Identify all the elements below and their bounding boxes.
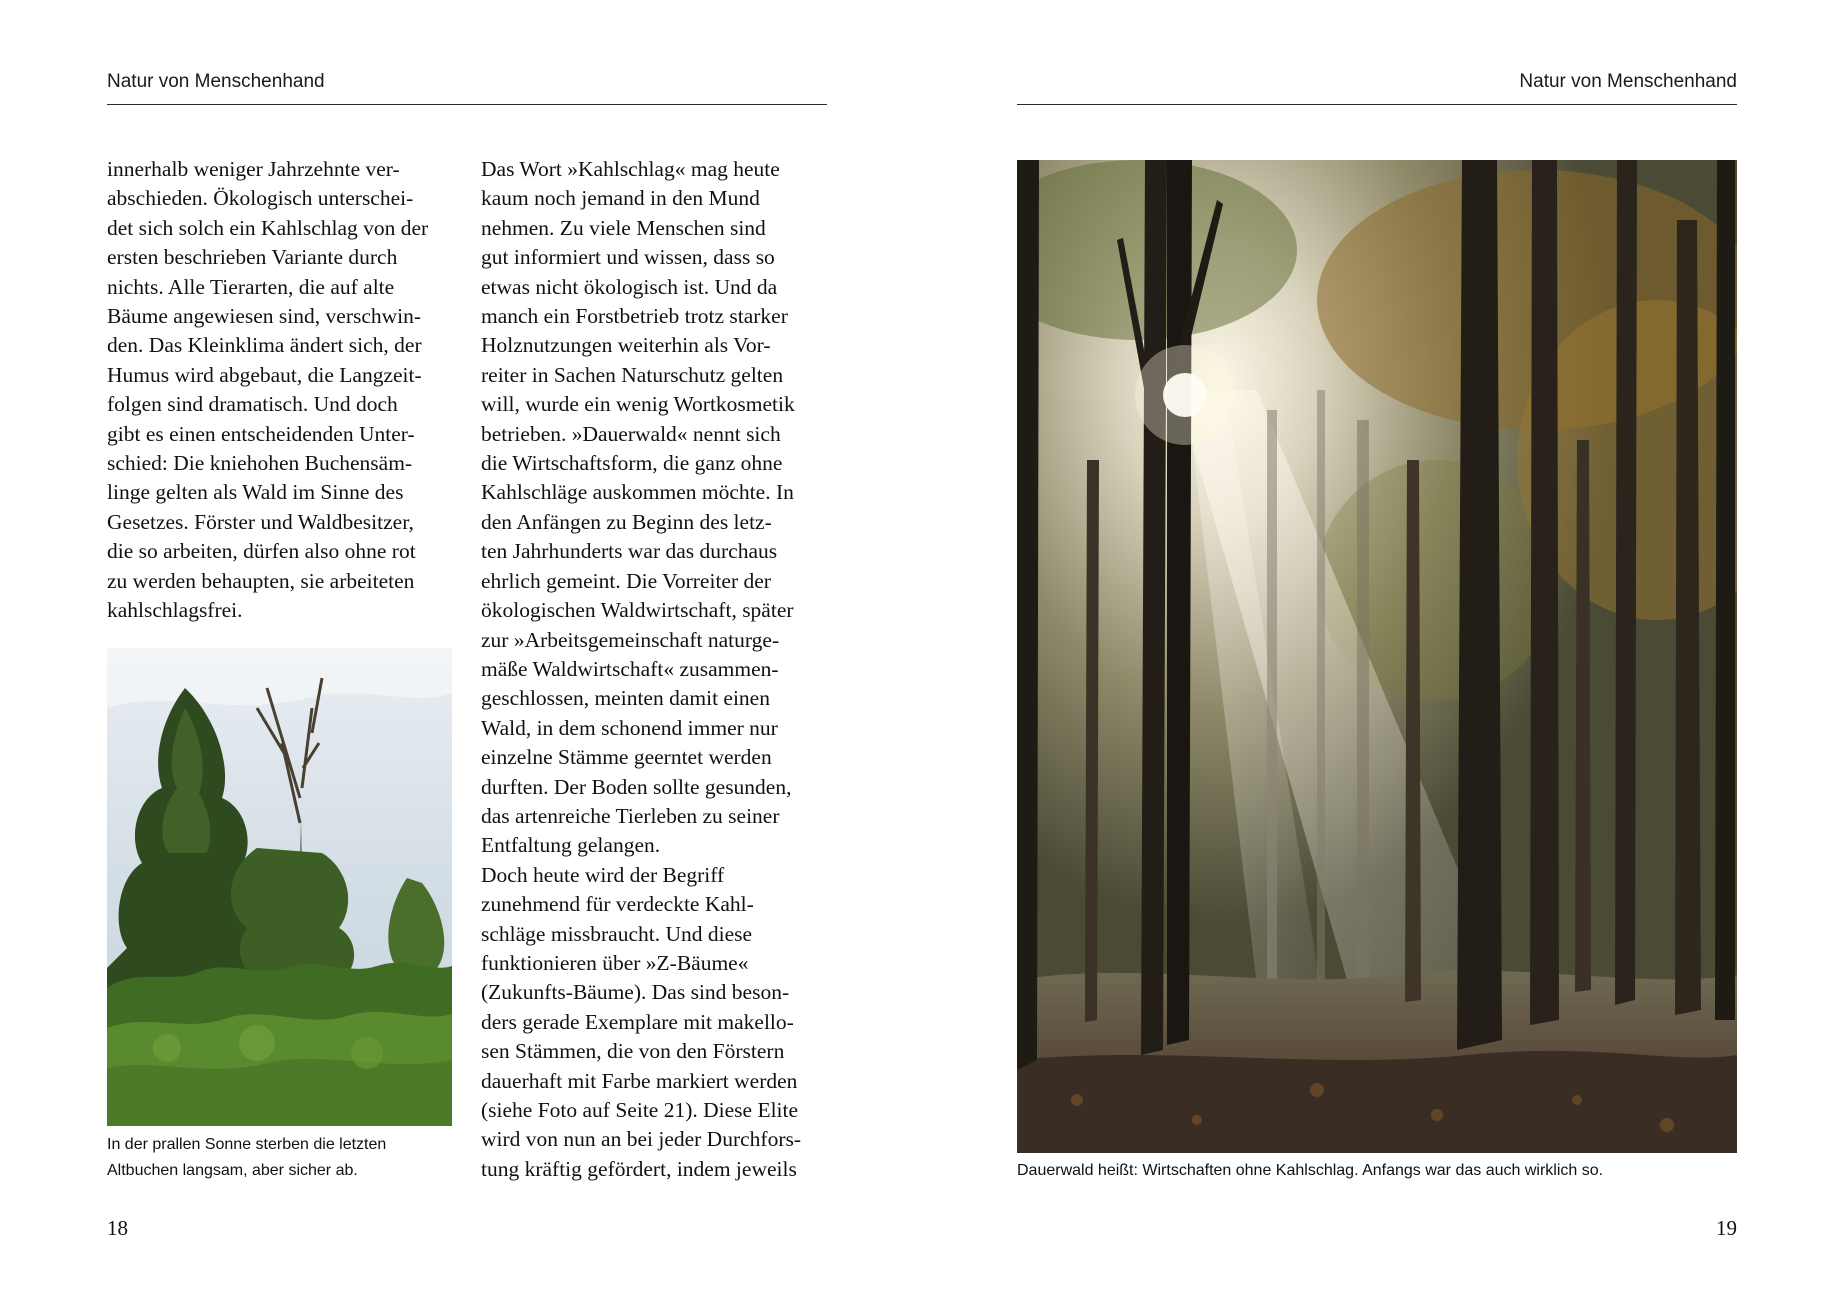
running-head-right: Natur von Menschenhand [1017, 70, 1737, 105]
photo-dauerwald-forest [1017, 160, 1737, 1153]
running-head-left: Natur von Menschenhand [107, 70, 827, 105]
left-page [0, 0, 915, 1299]
page-number-left: 18 [107, 1216, 128, 1240]
right-page [916, 0, 1831, 1299]
photo-caption-right: Dauerwald heißt: Wirtschaften ohne Kahlschlag. Anfangs war das auch wirklich so. [1017, 1162, 1604, 1179]
photo-caption-left: In der prallen Sonne sterben die letzten Altbuchen langsam, aber sicher ab. [107, 1136, 387, 1179]
body-text-column-1: innerhalb weniger Jahrzehnte ver- abschieden. Ökologisch unterschei- det sich solch ein Kahlschlag von der ersten beschrieben Variante durch nichts. Alle Tierarten, die auf alte Bäume angewiesen sind, verschwin- den. Das Kleinklima ändert sich, der Humus wird abgebaut, die Langzeit- folgen sind dramatisch. Und doch gibt es einen entscheidenden Unter- schied: Die kniehohen Buchensäm- linge gelten als Wald im Sinne des Gesetzes. Förster und Waldbesitzer, die so arbeiten, dürfen also ohne rot zu werden behaupten, sie arbeiteten kahlschlagsfrei. [107, 157, 429, 623]
photo-dying-beech-trees [107, 648, 452, 1126]
page-number-right: 19 [1716, 1216, 1737, 1240]
body-text-column-2: Das Wort »Kahlschlag« mag heute kaum noch jemand in den Mund nehmen. Zu viele Menschen sind gut informiert und wissen, dass so etwas nicht ökologisch ist. Und da manch ein Forstbetrieb trotz starker Holznutzungen weiterhin als Vor- reiter in Sachen Naturschutz gelten will, wurde ein wenig Wortkosmetik betrieben. »Dauerwald« nennt sich die Wirtschaftsform, die ganz ohne Kahlschläge auskommen möchte. In den Anfängen zu Beginn des letz- ten Jahrhunderts war das durchaus ehrlich gemeint. Die Vorreiter der ökologischen Waldwirtschaft, später zur »Arbeitsgemeinschaft naturge- mäße Waldwirtschaft« zusammen- geschlossen, meinten damit einen Wald, in dem schonend immer nur einzelne Stämme geerntet werden durften. Der Boden sollte gesunden, das artenreiche Tierleben zu seiner Entfaltung gelangen. Doch heute wird der Begriff zunehmend für verdeckte Kahl- schläge missbraucht. Und diese funktionieren über »Z-Bäume« (Zukunfts-Bäume). Das sind beson- ders gerade Exemplare mit makello- sen Stämmen, die von den Förstern dauerhaft mit Farbe markiert werden (siehe Foto auf Seite 21). Diese Elite wird von nun an bei jeder Durchfors- tung kräftig gefördert, indem jeweils [481, 157, 802, 1181]
